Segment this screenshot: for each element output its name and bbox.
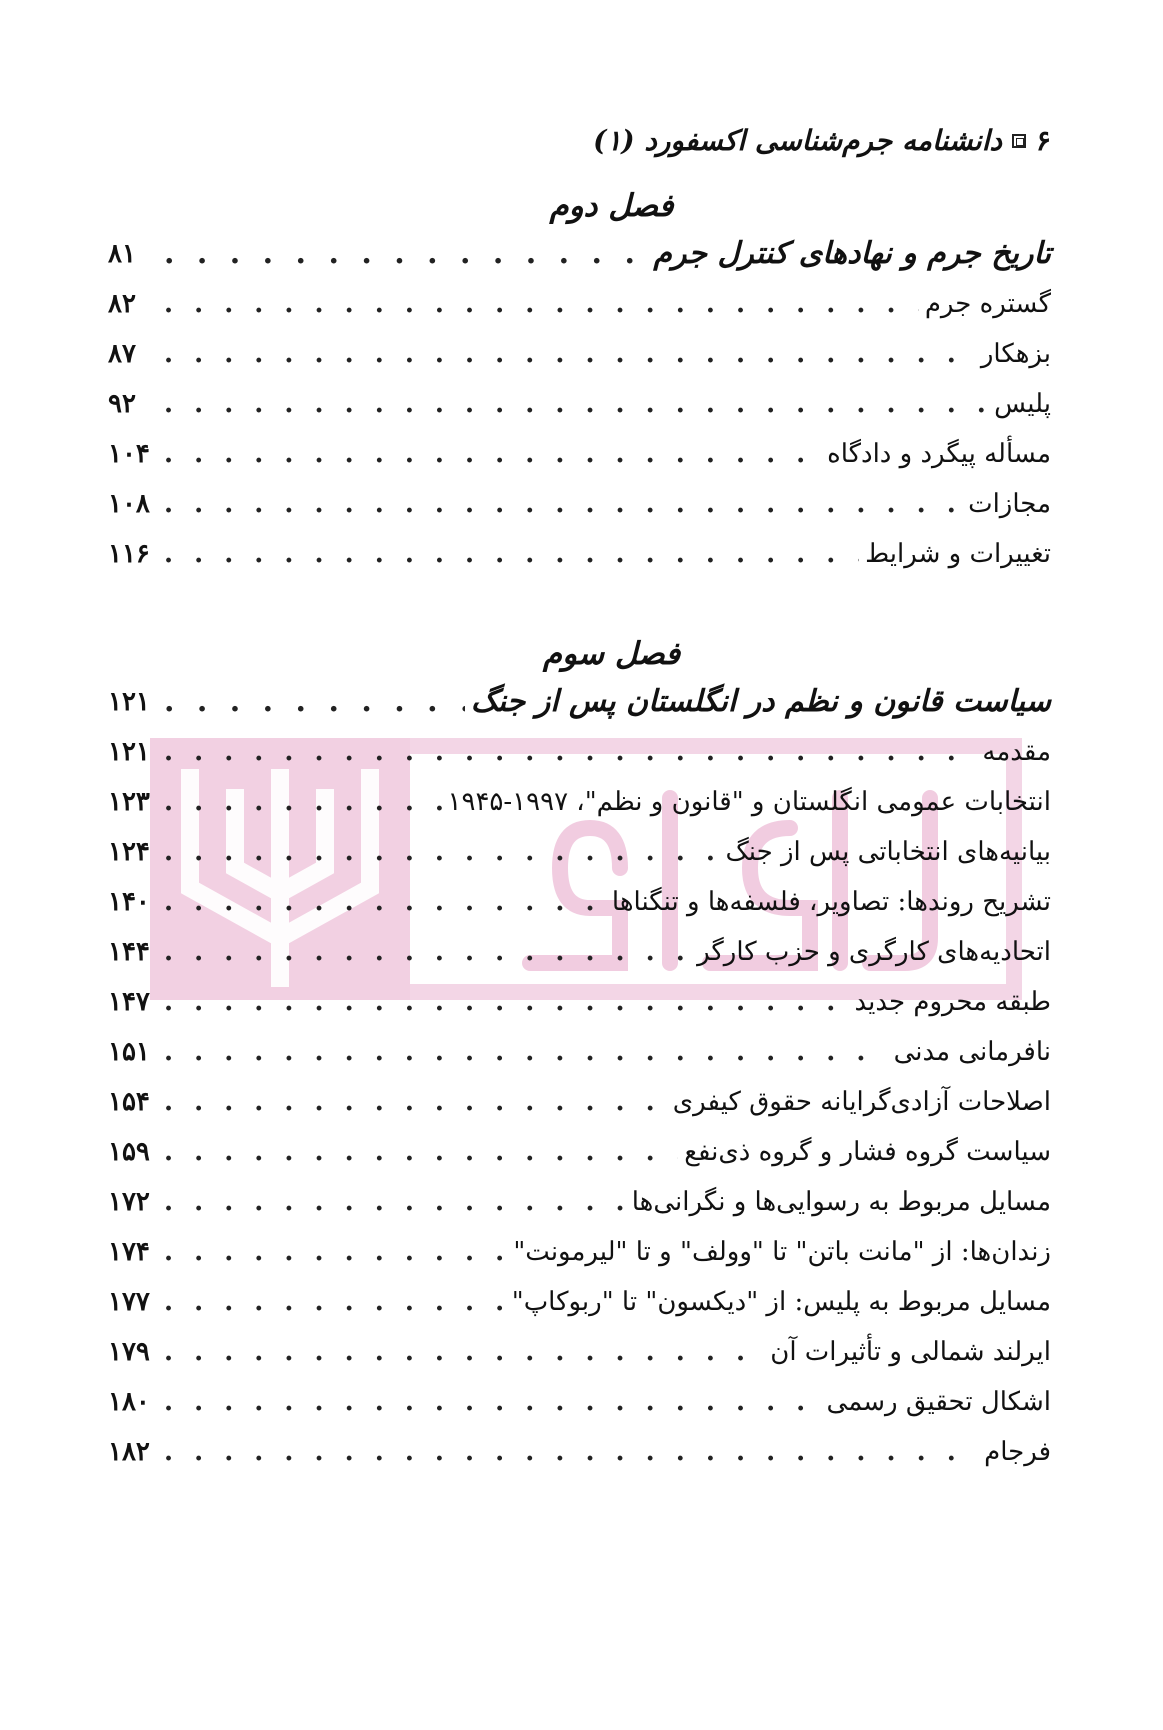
leader-dots	[164, 334, 975, 374]
section-title: اتحادیه‌های کارگری و حزب کارگر	[697, 937, 1051, 967]
chapter-label: فصل دوم	[549, 188, 674, 224]
section-title: فرجام	[984, 1437, 1051, 1467]
leader-dots	[164, 534, 859, 574]
page-number: ۱۲۱	[108, 687, 150, 717]
leader-dots	[164, 982, 849, 1022]
page-number: ۸۲	[108, 289, 136, 319]
page-number: ۱۲۴	[108, 837, 150, 867]
page-number: ۱۷۲	[108, 1187, 150, 1217]
chapter-label: فصل سوم	[542, 636, 681, 672]
leader-dots	[164, 434, 821, 474]
leader-dots	[164, 882, 606, 922]
section-title: گستره جرم	[924, 289, 1051, 319]
section-title: مسأله پیگرد و دادگاه	[827, 439, 1051, 469]
section-row	[108, 484, 1051, 524]
header-page-number: ۶	[1035, 124, 1051, 157]
section-row	[108, 1082, 1051, 1122]
page-number: ۱۲۳	[108, 787, 150, 817]
section-row	[108, 1032, 1051, 1072]
leader-dots	[164, 384, 988, 424]
section-title: بزهکار	[980, 339, 1051, 369]
section-title: اصلاحات آزادی‌گرایانه حقوق کیفری	[672, 1087, 1051, 1117]
leader-dots	[164, 1232, 507, 1272]
page-number: ۱۷۴	[108, 1237, 150, 1267]
page-number: ۱۵۹	[108, 1137, 150, 1167]
chapter-title: تاریخ جرم و نهادهای کنترل جرم	[653, 236, 1051, 271]
section-row	[108, 284, 1051, 324]
page-number: ۹۲	[108, 389, 136, 419]
leader-dots	[164, 1382, 821, 1422]
section-title: مسایل مربوط به پلیس: از "دیکسون" تا "ربوکاپ"	[511, 1287, 1051, 1317]
section-row	[108, 384, 1051, 424]
section-title: تغییرات و شرایط	[865, 539, 1051, 569]
section-row	[108, 1432, 1051, 1472]
section-row	[108, 1382, 1051, 1422]
page-number: ۸۱	[108, 239, 136, 269]
page-number: ۱۸۲	[108, 1437, 150, 1467]
page-number: ۱۰۸	[108, 489, 150, 519]
page-number: ۱۴۰	[108, 887, 150, 917]
page-number: ۱۷۹	[108, 1337, 150, 1367]
chapter-title: سیاست قانون و نظم در انگلستان پس از جنگ	[470, 684, 1051, 719]
section-row	[108, 1132, 1051, 1172]
section-title: سیاست گروه فشار و گروه ذی‌نفع	[684, 1137, 1051, 1167]
leader-dots	[164, 484, 962, 524]
section-title: تشریح روندها: تصاویر، فلسفه‌ها و تنگناها	[611, 887, 1051, 917]
section-row	[108, 1332, 1051, 1372]
section-row	[108, 534, 1051, 574]
chapter-title-row	[108, 234, 1051, 274]
running-header	[593, 124, 1051, 157]
leader-dots	[164, 1182, 626, 1222]
square-ornament-icon	[1012, 134, 1026, 148]
section-title: انتخابات عمومی انگلستان و "قانون و نظم"، ۱۹۹۷-۱۹۴۵	[447, 787, 1051, 817]
section-title: پلیس	[994, 389, 1051, 419]
section-title: نافرمانی مدنی	[893, 1037, 1051, 1067]
page-number: ۱۱۶	[108, 539, 150, 569]
section-title: مسایل مربوط به رسوایی‌ها و نگرانی‌ها	[631, 1187, 1051, 1217]
section-title: ایرلند شمالی و تأثیرات آن	[770, 1337, 1051, 1367]
leader-dots	[164, 782, 442, 822]
section-title: مقدمه	[982, 737, 1051, 767]
section-row	[108, 1282, 1051, 1322]
leader-dots	[164, 234, 647, 274]
section-row	[108, 982, 1051, 1022]
header-book-title: دانشنامه جرم‌شناسی اکسفورد (۱)	[593, 124, 1002, 157]
section-title: طبقه محروم جدید	[854, 987, 1051, 1017]
page-number: ۱۸۰	[108, 1387, 150, 1417]
leader-dots	[164, 1432, 978, 1472]
page-number: ۱۵۴	[108, 1087, 150, 1117]
section-row	[108, 334, 1051, 374]
section-row	[108, 1232, 1051, 1272]
leader-dots	[164, 732, 976, 772]
page-number: ۱۵۱	[108, 1037, 150, 1067]
section-row	[108, 732, 1051, 772]
section-title: زندان‌ها: از "مانت باتن" تا "وولف" و تا "لیرمونت"	[513, 1237, 1051, 1267]
page-number: ۸۷	[108, 339, 136, 369]
section-row	[108, 932, 1051, 972]
chapter-title-row	[108, 682, 1051, 722]
page-number: ۱۷۷	[108, 1287, 150, 1317]
leader-dots	[164, 932, 691, 972]
section-title: مجازات	[968, 489, 1051, 519]
section-row	[108, 1182, 1051, 1222]
section-row	[108, 882, 1051, 922]
section-row	[108, 832, 1051, 872]
leader-dots	[164, 1082, 667, 1122]
leader-dots	[164, 1032, 888, 1072]
page-number: ۱۰۴	[108, 439, 150, 469]
leader-dots	[164, 1282, 506, 1322]
section-row	[108, 782, 1051, 822]
page-number: ۱۴۴	[108, 937, 150, 967]
page-number: ۱۴۷	[108, 987, 150, 1017]
leader-dots	[164, 682, 465, 722]
leader-dots	[164, 1332, 764, 1372]
section-title: اشکال تحقیق رسمی	[826, 1387, 1051, 1417]
section-title: بیانیه‌های انتخاباتی پس از جنگ	[725, 837, 1051, 867]
leader-dots	[164, 832, 720, 872]
leader-dots	[164, 1132, 678, 1172]
section-row	[108, 434, 1051, 474]
page-number: ۱۲۱	[108, 737, 150, 767]
leader-dots	[164, 284, 919, 324]
